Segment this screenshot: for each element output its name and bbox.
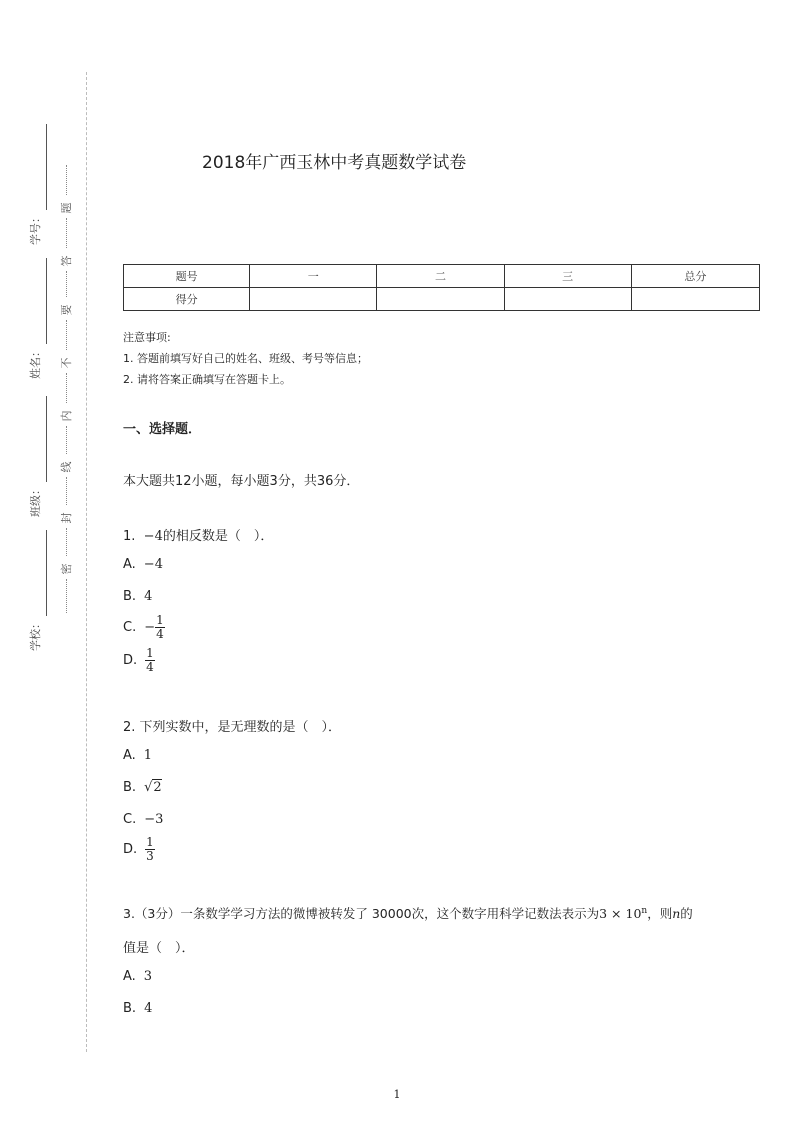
score-table-header-cell: 三: [504, 265, 631, 288]
school-write-line: [46, 530, 47, 616]
option-sign: −: [144, 620, 156, 635]
fraction-denominator: 3: [146, 849, 154, 863]
seal-char: 答: [60, 255, 73, 267]
school-label: 学校：: [29, 618, 42, 651]
question-1-option-d: [123, 647, 155, 674]
option-value: −4: [143, 557, 163, 572]
option-value: −3: [144, 812, 164, 827]
fraction: [145, 647, 155, 674]
seal-dots: [66, 218, 67, 248]
name-write-line: [46, 258, 47, 344]
fraction: [155, 614, 165, 641]
option-value: 4: [144, 1001, 153, 1016]
seal-dots: [66, 426, 67, 454]
question-1-option-a: [123, 557, 163, 572]
score-table-header-cell: 一: [250, 265, 377, 288]
question-3-option-a: [123, 969, 152, 984]
question-3-stem-line-2: 值是（ ）．: [123, 941, 195, 956]
notes-heading: 注意事项:: [123, 331, 171, 344]
question-text: 的: [680, 906, 693, 921]
question-3-stem-line-1: [123, 904, 693, 922]
question-text: 3.（3分）一条数学学习方法的微博被转发了 30000次，这个数字用科学记数法表示为: [123, 906, 600, 921]
math-expression: 3 × 10: [599, 906, 642, 921]
seal-dots: [66, 579, 67, 613]
binding-margin: [0, 0, 100, 1122]
seal-dots: [66, 477, 67, 505]
option-letter: B.: [123, 1001, 137, 1016]
question-1-option-c: [123, 614, 165, 641]
option-letter: A.: [123, 969, 136, 984]
option-letter: A.: [123, 748, 136, 763]
seal-char: 不: [60, 357, 73, 369]
fraction-numerator: 1: [146, 835, 154, 849]
score-cell: [250, 288, 377, 311]
option-letter: B.: [123, 589, 137, 604]
question-number: 1.: [123, 529, 136, 544]
option-letter: D.: [123, 842, 138, 857]
score-table-header-row: [124, 265, 760, 288]
seal-dots: [66, 373, 67, 403]
notes-item: 1. 答题前填写好自己的姓名、班级、考号等信息；: [123, 352, 368, 365]
seal-char: 密: [60, 563, 73, 575]
question-2-stem: 2. 下列实数中，是无理数的是（ ）．: [123, 720, 342, 735]
score-table-score-row: [124, 288, 760, 311]
seal-dots: [66, 271, 67, 297]
seal-char: 封: [60, 512, 73, 524]
square-root: [144, 780, 162, 795]
option-value: 1: [143, 748, 153, 763]
fraction-denominator: 4: [156, 627, 164, 641]
page-number: 1: [393, 1088, 401, 1101]
question-2-option-d: [123, 836, 155, 863]
option-letter: C.: [123, 812, 137, 827]
seal-dots: [66, 528, 67, 556]
score-table: [123, 264, 760, 311]
option-value: 3: [143, 969, 153, 984]
score-row-label: 得分: [124, 288, 250, 311]
score-cell: [631, 288, 759, 311]
section-heading: 一、选择题．: [123, 422, 202, 437]
question-2-option-a: [123, 748, 152, 763]
score-table-header-cell: 二: [377, 265, 504, 288]
score-table-header-cell: 题号: [124, 265, 250, 288]
score-cell: [377, 288, 504, 311]
option-letter: D.: [123, 653, 138, 668]
option-value: 4: [144, 589, 153, 604]
math-exponent: n: [641, 905, 648, 916]
seal-dots: [66, 165, 67, 195]
math-expression: −4: [143, 529, 163, 544]
exam-notes: [123, 327, 368, 390]
student-id-write-line: [46, 124, 47, 210]
question-1-stem: [123, 525, 273, 544]
fraction: [145, 836, 155, 863]
radicand: 2: [153, 780, 162, 795]
question-text: 的相反数是（ ）．: [162, 529, 274, 544]
question-2-option-c: [123, 812, 163, 827]
class-write-line: [46, 396, 47, 482]
question-text: ，则: [647, 906, 673, 921]
seal-char: 要: [60, 304, 73, 316]
radical-sign: √: [144, 780, 153, 795]
option-letter: B.: [123, 780, 137, 795]
option-letter: C.: [123, 620, 137, 635]
seal-dots: [66, 320, 67, 350]
notes-item: 2. 请将答案正确填写在答题卡上。: [123, 373, 291, 386]
seal-char: 题: [60, 202, 73, 214]
question-1-option-b: [123, 589, 152, 604]
fraction-denominator: 4: [146, 660, 154, 674]
section-description: 本大题共12小题，每小题3分，共36分．: [123, 474, 360, 489]
binding-dashed-line: [86, 72, 87, 1052]
exam-title: 2018年广西玉林中考真题数学试卷: [202, 153, 467, 173]
question-3-option-b: [123, 1001, 152, 1016]
question-2-option-b: [123, 780, 162, 795]
name-label: 姓名：: [29, 346, 42, 379]
option-letter: A.: [123, 557, 136, 572]
score-cell: [504, 288, 631, 311]
fraction-numerator: 1: [146, 646, 154, 660]
fraction-numerator: 1: [156, 613, 164, 627]
seal-char: 线: [60, 461, 73, 473]
student-id-label: 学号：: [29, 212, 42, 245]
class-label: 班级：: [29, 484, 42, 517]
score-table-header-cell: 总分: [631, 265, 759, 288]
math-variable: n: [672, 906, 681, 921]
seal-char: 内: [60, 410, 73, 422]
